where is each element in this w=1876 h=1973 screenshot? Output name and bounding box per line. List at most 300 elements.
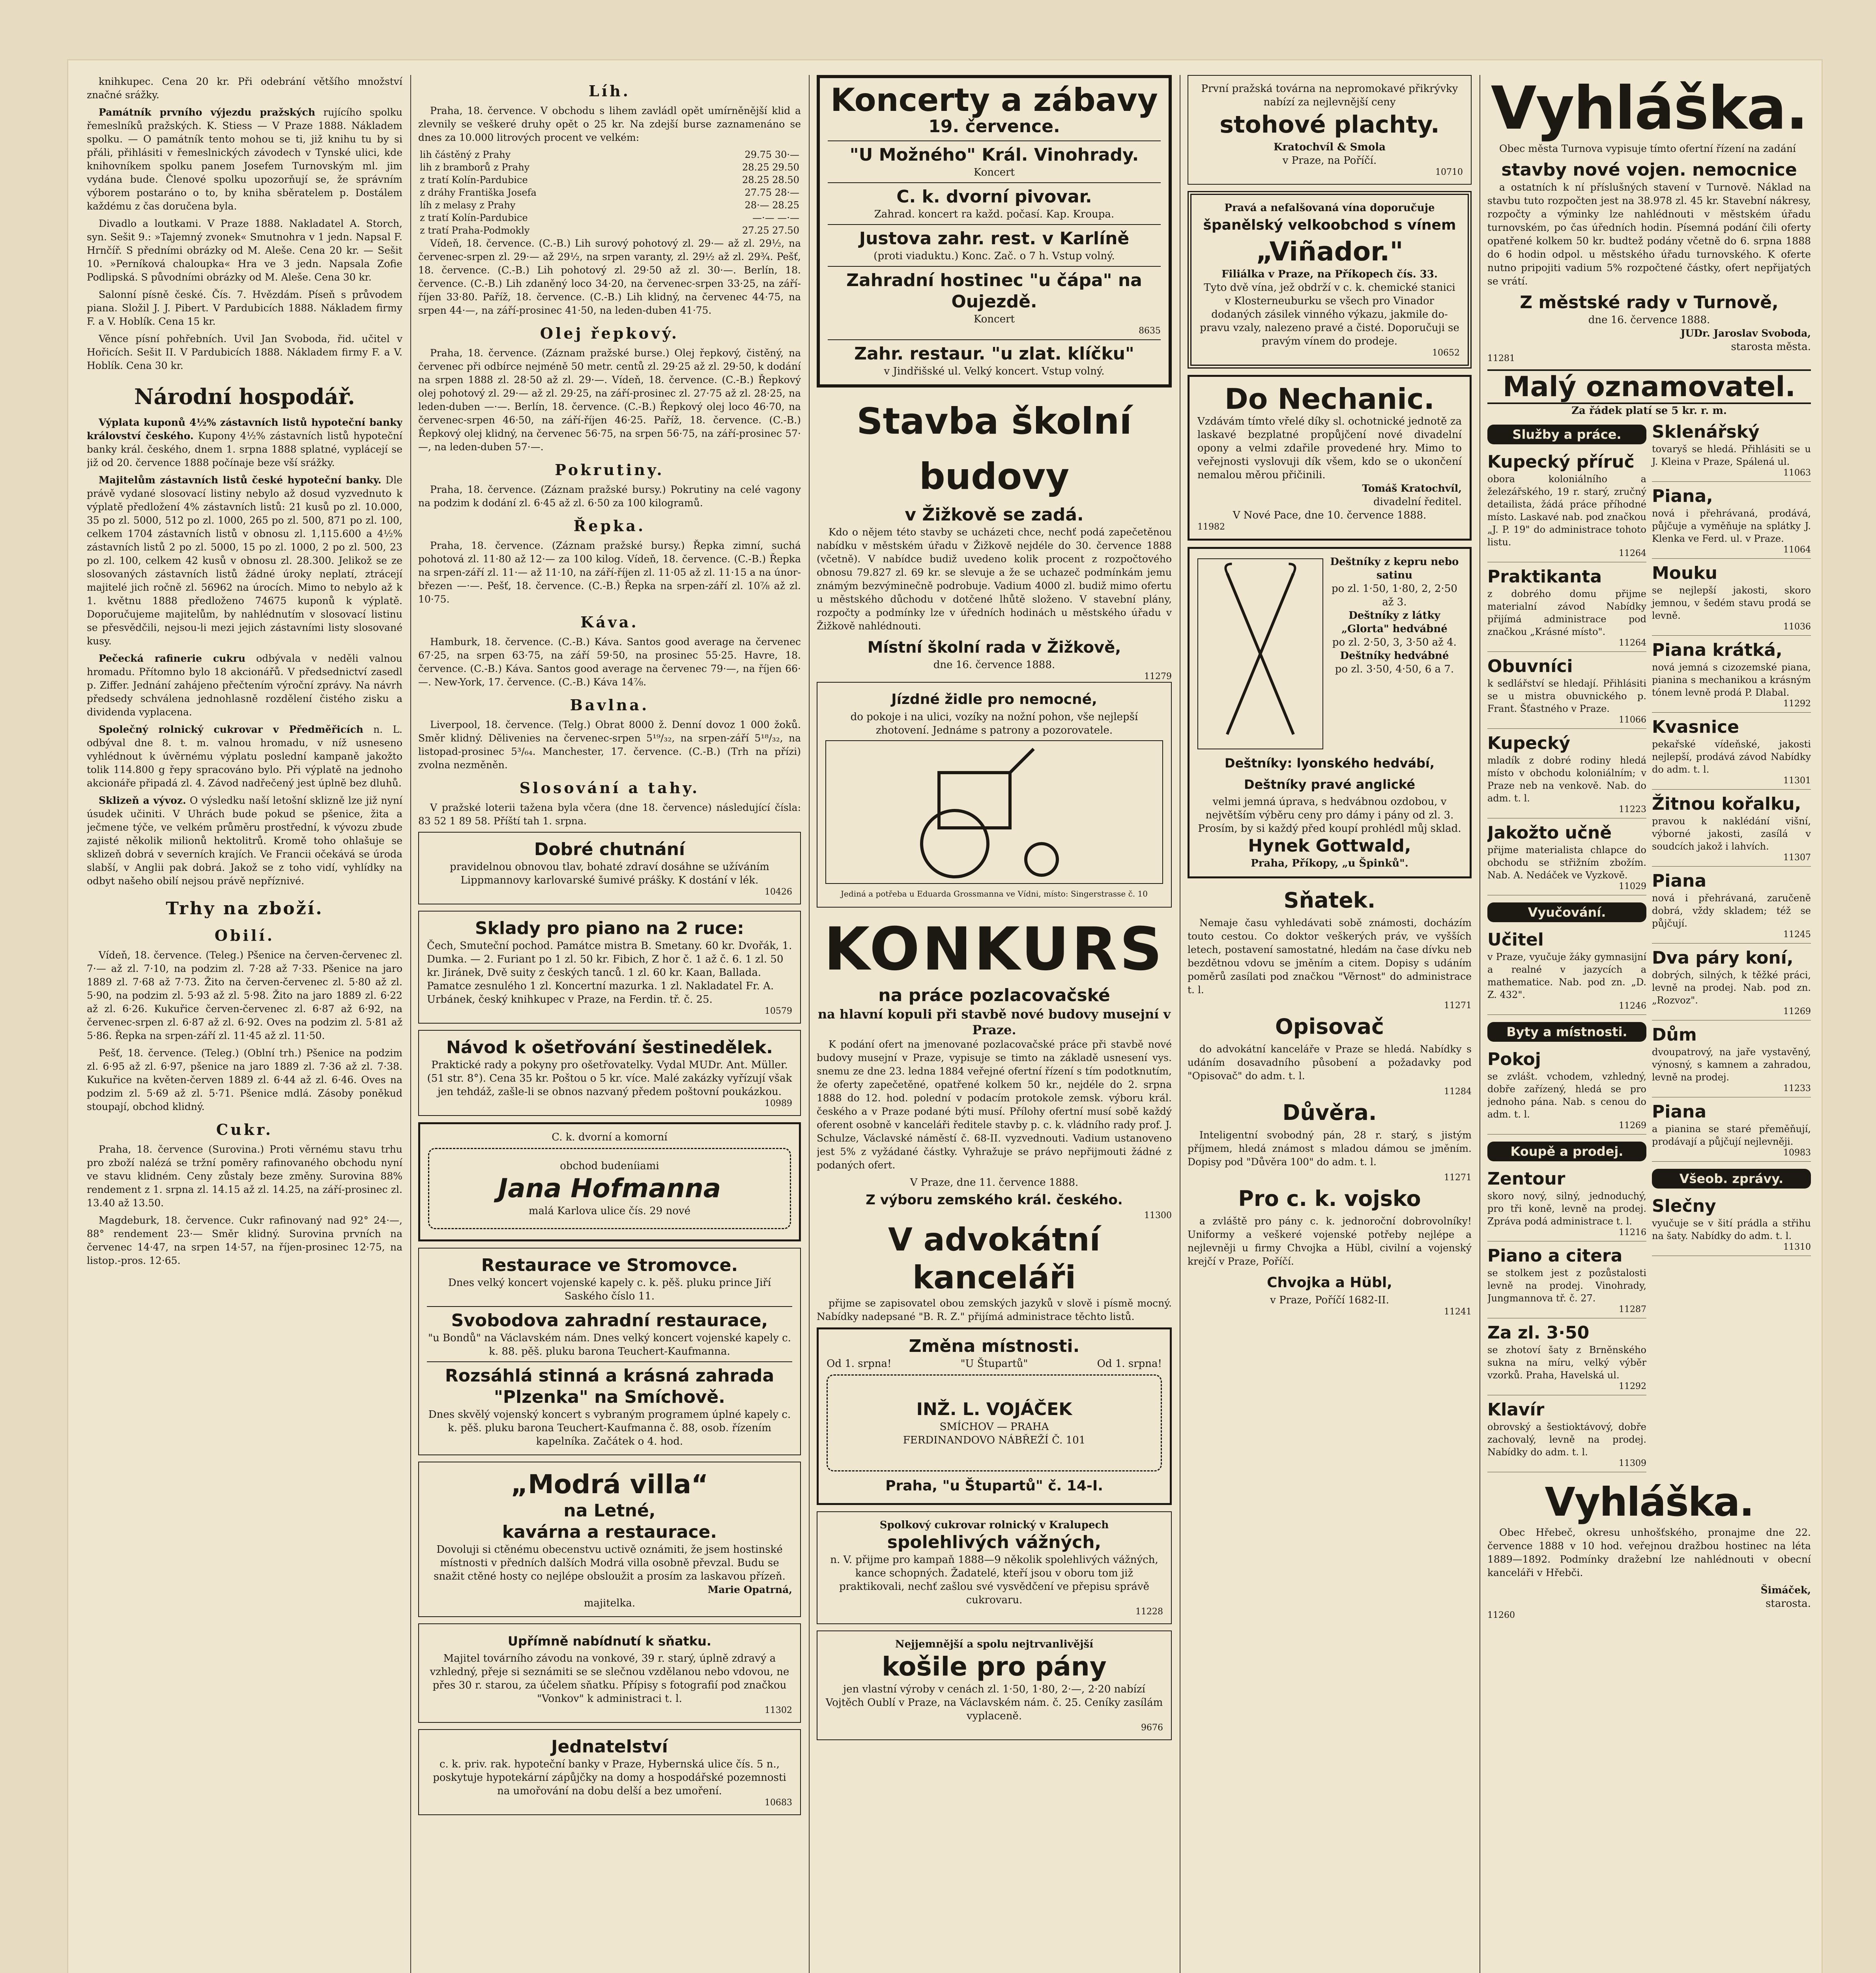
ad-number: 11269: [1783, 1007, 1811, 1016]
section-title: Malý oznamovatel.: [1487, 369, 1811, 404]
article-lead: Majitelům zástavních listů české hypoteční banky.: [99, 474, 382, 486]
classified-body: přijme materialista chlapce do obchodu se střižním zbožím. Nab. A. Nedáček ve Vyzkově.: [1487, 844, 1646, 881]
ad-number: 10983: [1783, 1148, 1811, 1158]
signature: Marie Opatrná,: [707, 1584, 792, 1595]
classified-ad: [1652, 870, 1811, 943]
notice-subtitle: stavby nové vojen. nemocnice: [1501, 160, 1797, 180]
ad-number: 11307: [1783, 853, 1811, 863]
divider: [828, 266, 1161, 267]
ad-number: 11264: [1619, 638, 1646, 648]
section-title: Trhy na zboží.: [166, 899, 324, 919]
ad-subtitle: na hlavní kopuli při stavbě nové budovy musejní v Praze.: [817, 1007, 1171, 1037]
classified-head: Zentour: [1487, 1169, 1566, 1189]
ad-title: Do Nechanic.: [1225, 382, 1435, 416]
ad-title: Jana Hofmanna: [498, 1173, 721, 1204]
market-text: Vídeň, 18. července. (Teleg.) Pšenice na červen-červenec zl. 7·— až zl. 7·10, na podzim zl. 7·28 až 7·33. Pšenice na jaro 1889 zl. 7·68 až 7·73. Žito na červen-červenec zl. 5·80 až zl. 5·90, na podzim zl. 5·93 až zl. 5·98. Žito na jaro 1889 zl. 6·22 až zl. 6·26. Kukuřice červen-červenec zl. 6·87 až 6·92, na červenec-srpen zl. 6·87 až zl. 6·92. Oves na podzim zl. 5·81 až 5·86. Řepka na srpen-září zl. 11·45 až zl. 11·50.: [87, 949, 402, 1041]
price-label: z tratí Kolín-Pardubice: [420, 212, 528, 223]
newspaper-page: [67, 59, 1823, 1973]
classified-ad: [1487, 1245, 1646, 1318]
venue-detail: Koncert: [974, 167, 1015, 178]
ad-title: Sňatek.: [1283, 888, 1376, 913]
venue-name: Zahradní hostinec "u čápa" na Oujezdě.: [846, 270, 1142, 312]
ad-title: Restaurace ve Stromovce.: [481, 1255, 738, 1275]
ad-text: Inteligentní svobodný pán, 28 r. starý, s jistým příjmem, hledá známost s mladou dámou se jměním. Dopisy pod "Důvěra 100" do adm. t. l.: [1188, 1129, 1472, 1168]
ad-chutnani: [418, 832, 801, 904]
ad-number: 11284: [1444, 1087, 1472, 1097]
ad-title: Pro c. k. vojsko: [1238, 1186, 1421, 1211]
ad-navod: [418, 1030, 801, 1116]
ad-number: 9676: [1141, 1723, 1163, 1733]
ad-text: pravidelnou obnovou tlav, bohaté zdraví dosáhne se užíváním Lippmannovy karlovarské šumivé prášky. K dostání v lék.: [450, 861, 769, 886]
ad-number: 11228: [1135, 1607, 1163, 1617]
price-value: 28.25 28.50: [742, 174, 799, 185]
ad-title: V advokátní kanceláři: [888, 1221, 1100, 1296]
classified-body: obora koloniálního a železářského, 19 r. starý, zručný detailista, žádá práce příhodné místo. Laskavé nab. pod značkou „J. P. 19" do administrace tohoto listu.: [1487, 474, 1646, 548]
signature: Z výboru zemského král. českého.: [866, 1192, 1123, 1208]
ad-number: 10652: [1432, 348, 1460, 358]
article-lead: Památník prvního výjezdu pražských: [99, 107, 316, 118]
column-3: [817, 75, 1172, 1973]
market-text: Praha, 18. července (Surovina.) Proti věrnému stavu trhu pro zboží nalézá se tržní poměry rafinovaného obchodu nyní ve stavu klidném. Ceny zůstaly beze změny. Surovina 88% rendement z 1. srpna zl. 14.15 až zl. 14.25, na září-prosinec zl. 13.40 až 13.50.: [87, 1144, 402, 1209]
notice-date: dne 16. července 1888.: [1588, 314, 1710, 326]
ad-zmena: [817, 1327, 1172, 1505]
ad-row: [1197, 555, 1462, 753]
classified-ad: [1487, 733, 1646, 818]
column-rule: [1479, 75, 1480, 1973]
venue-name: C. k. dvorní pivovar.: [896, 187, 1092, 207]
umbrella-name: Deštníky z kepru nebo satinu: [1330, 556, 1459, 581]
ad-title: Dobré chutnání: [534, 839, 685, 859]
classified-ad: [1652, 1101, 1811, 1162]
ad-title: košile pro pány: [882, 1651, 1107, 1682]
price-value: 29.75 30·—: [744, 149, 799, 160]
classified-ad: [1652, 794, 1811, 867]
ad-text: "u Bondů" na Václavském nám. Dnes velký koncert vojenské kapely c. k. 88. pěš. pluku barona Teuchert-Kaufmanna.: [428, 1332, 791, 1357]
classified-head: Slečny: [1652, 1196, 1716, 1216]
ad-subtitle: na Letné,: [563, 1501, 656, 1521]
ad-title: Koncerty a zábavy: [830, 82, 1158, 118]
ad-text: Majitel továrního závodu na vonkové, 39 r. starý, úplně zdravý a vzhledný, přeje si seznámiti se se slečnou vzdělanou nebo vdovou, ne přes 30 r. starou, za účelem sňatku. Přípisy s fotografií pod značkou "Vonkov" k administraci t. l.: [430, 1653, 789, 1705]
divider: [828, 182, 1161, 183]
classified-ad: [1652, 421, 1811, 482]
intro-text: knihkupec. Cena 20 kr. Při odebrání většího množství značné srážky.: [87, 76, 402, 101]
ad-number: 11301: [1783, 776, 1811, 786]
address: Filiálka v Praze, na Příkopech čís. 33.: [1221, 268, 1438, 280]
classified-head: Žitnou kořalku,: [1652, 794, 1801, 814]
price-row: [418, 212, 801, 224]
classified-head: Dva páry koní,: [1652, 948, 1794, 968]
ad-text: Tyto dvě vína, jež obdrží v c. k. chemické stanici v Klosterneuburku se všech pro Vinador dodaných zásilek vinného výkazu, jakmile do-pravu vzaly, nalezeno pravé a čisté. Doporučuji se pravým vínem do prodeje.: [1200, 282, 1459, 347]
umbrella-price: po zl. 1·50, 1·80, 2, 2·50 až 3.: [1331, 583, 1457, 608]
ad-number: 11982: [1197, 522, 1225, 532]
ad-koncerty: [817, 75, 1172, 387]
ad-date: V Nové Pace, dne 10. července 1888.: [1233, 509, 1427, 521]
market-text: Hamburk, 18. července. (C.-B.) Káva. Santos good average na červenec 67·25, na srpen 63·75, na září 59·50, na prosinec 55·25. Havre, 18. července. (C.-B.) Káva. Santos good average na červenec 79·—, na říjen 66·—. New-York, 17. července. (C.-B.) Káva 14⅞.: [418, 636, 801, 688]
classified-head: Kupecký: [1487, 733, 1571, 753]
ad-text: Dnes skvělý vojenský koncert s vybraným programem úplné kapely c. k. pěš. pluku barona Teuchert-Kaufmanna č. 88, osob. řízením kapelníka. Začátek o 4. hod.: [428, 1409, 791, 1447]
ad-text: Dnes velký koncert vojenské kapely c. k. pěš. pluku prince Jiří Saského číslo 11.: [448, 1277, 771, 1302]
article-lead: Výplata kuponů 4½% zástavních listů hypoteční banky království českého.: [87, 417, 402, 442]
ad-number: 11223: [1619, 805, 1646, 814]
divider: [828, 224, 1161, 225]
ad-text: velmi jemná úprava, s hedvábnou ozdobou, v největším výběru ceny pro dámy i pány od zl. 3. Prosím, by si každý před koupí prohlédl můj sklad.: [1198, 796, 1461, 835]
article-body: odbývala v neděli valnou hromadu. Přítomno bylo 18 akcionářů. V předsednictví zasedl p. Ziffer. Jednání zahájeno přečtením výroční zprávy. Na návrh předsedy schválena jednohlasně rozdělení čistého zisku a dividenda vyplacena.: [87, 653, 402, 718]
ad-title: Jízdné židle pro nemocné,: [891, 691, 1097, 708]
ad-title: Návod k ošetřování šestinedělek.: [446, 1037, 773, 1058]
ad-text: do advokátní kanceláře v Praze se hledá. Nabídky s udáním dosavadního působení a požadavky pod "Opisovač" do adm. t. l.: [1188, 1043, 1472, 1082]
classified-body: tovaryš se hledá. Přihlásiti se u J. Kleina v Praze, Spálená ul.: [1652, 444, 1811, 467]
classified-body: mladík z dobré rodiny hledá místo v obchodu koloniálním; v Praze neb na venkově. Nab. do adm. t. l.: [1487, 755, 1646, 804]
classified-ad: [1487, 822, 1646, 895]
venue-name: "U Možného" Král. Vinohrady.: [849, 145, 1139, 165]
ad-stohove: [1188, 75, 1472, 185]
umbrella-price: po zl. 3·50, 4·50, 6 a 7.: [1335, 663, 1454, 675]
classified-head: Obuvníci: [1487, 656, 1573, 676]
ad-text: a zvláště pro pány c. k. jednoroční dobrovolníky! Uniformy a veškeré vojenské potřeby nejlépe a nejlevněji u firmy Chvojka a Hübl, civilní a vojenský krejčí v Praze, Poříčí.: [1188, 1215, 1472, 1267]
ad-upimne: [418, 1623, 801, 1723]
classified-head: Klavír: [1487, 1400, 1545, 1420]
ad-title: Svobodova zahradní restaurace,: [451, 1310, 768, 1331]
seal-ornament: [827, 1374, 1162, 1471]
wheelchair-illustration: [825, 740, 1163, 884]
classified-body: pekařské vídeňské, jakosti nejlepší, prodává závod Nabídky do adm. t. l.: [1652, 739, 1811, 775]
classified-head: Za zl. 3·50: [1487, 1323, 1590, 1343]
classified-category: Koupě a prodej.: [1487, 1142, 1646, 1161]
article-body: Kupony 4½% zástavních listů hypoteční banky král. českého, dnem 1. srpna 1888 splatné, vyplácejí se již od 20. července 1888 počínaje beze vší srážky.: [87, 430, 402, 468]
classified-body: dvoupatrový, na jaře vystavěný, výnosný, s kamnem a zahradou, levně na prodej.: [1652, 1046, 1811, 1083]
price-label: z dráhy Františka Josefa: [420, 187, 537, 198]
classified-head: Sklenářský: [1652, 422, 1760, 442]
ad-date: dne 16. července 1888.: [933, 659, 1055, 671]
ad-title: Sklady pro piano na 2 ruce:: [475, 918, 744, 938]
ad-text: Vzdávám tímto vřelé díky sl. ochotnické jednotě za laskavé bezplatné propůjčení nové divadelní opony a velmi zdařile provedené hry. Mimo to veřejnosti vyslovuji dík všem, kdo se o ukončení nemalou měrou přičinili.: [1197, 416, 1462, 481]
ad-title: Jednatelství: [551, 1737, 668, 1757]
subsection-title: Cukr.: [216, 1121, 273, 1138]
notice-text: a ostatních k ní příslušných stavení v Turnově. Náklad na stavbu tuto rozpočten jest na 38.978 zl. 45 kr. Stavební nákresy, rozpočty a výminky lze nahlédnouti v městském úřadu turnovském, po čas úředních hodin. Písemná podání čili oferty opatřené kolkem 50 kr. budtež podány včetně do 6. srpna 1888 do 6 hodin odpol. u městského úřadu turnovského. K oferte nutno pripojiti vadium 5% rozpočtené částky, ofert nepřijatých se vrátí.: [1487, 182, 1811, 287]
article-lead: Pečecká rafinerie cukru: [99, 653, 246, 664]
ad-number: 10426: [765, 887, 792, 897]
address: v Praze, Poříčí 1682-II.: [1270, 1294, 1389, 1306]
subsection-title: Olej řepkový.: [540, 324, 679, 342]
article-text: [87, 474, 402, 648]
ad-text: obchod budeníiami: [560, 1160, 659, 1172]
classified-body: nová i přehrávaná, prodává, půjčuje a vyměňuje na splátky J. Klenka ve Ferd. ul. v Praze.: [1652, 508, 1811, 544]
classified-head: Kupecký příruč: [1487, 452, 1635, 472]
market-text: Pešť, 18. července. (Teleg.) (Oblní trh.) Pšenice na podzim zl. 6·95 až zl. 6·97, pšenice na jaro 1889 zl. 7·36 až zl. 7·38. Kukuřice na květen-červen 1889 zl. 6·44 až zl. 6·46. Oves na podzim zl. 5·69 až zl. 5·71. Pšenice mdlá. Zásoby poněkud stoupají, obchod klidný.: [87, 1047, 402, 1112]
signature-role: starosta.: [1766, 1598, 1811, 1610]
classified-ad: [1487, 451, 1646, 562]
subsection-title: Líh.: [588, 82, 630, 100]
notice-title: Vyhláška.: [1545, 1479, 1754, 1525]
notice-title: Vyhláška.: [1491, 75, 1808, 143]
ad-text: c. k. priv. rak. hypoteční banky v Praze, Hybernská ulice čís. 5 n., poskytuje hypotekární zápůjčky na domy a hospodářské pozemnosti na umořování na dobu delší a bez umoření.: [433, 1758, 786, 1797]
ad-number: 11279: [1144, 672, 1172, 681]
ad-hofmann: [418, 1122, 801, 1241]
ad-title: „Viñador.": [1256, 236, 1403, 267]
price-value: 28·— 28.25: [744, 200, 799, 211]
classified-body: z dobrého domu přijme materialní závod Nabídky přijímá administrace pod značkou „Krásné místo".: [1487, 588, 1646, 637]
ad-text: K podání ofert na jmenované pozlacovačské práce při stavbě nové budovy musejní v Praze, vypisuje se timto na základě usnesení vys. snemu ze dne 23. ledna 1884 veřejné ofertní řízení s tím podotknutím, že oferty zapečetěné, opatřené kolkem 50 kr., nejdéle do 2. srpna 1888 do 12. hod. polední v podacím protokole zemsk. výboru král. českého a v Praze podané býti musí. Přílohy ofertní musí sobě každý oferent osobně v kanceláři ředitele stavby p. c. k. vládního rady prof. J. Schulze, Václavské náměstí č. 68-II. vyzvednouti. Vadium ustanoveno jest 5% z vyžádané částky. Vyhražuje se právo nepřijmouti žádné z podaných ofert.: [817, 1039, 1172, 1171]
ad-text: jen vlastní výroby v cenách zl. 1·50, 1·80, 2·—, 2·20 nabízí Vojtěch Oublí v Praze, na Václavském nám. č. 25. Ceníky zasílám vyplaceně.: [825, 1683, 1163, 1722]
ad-number: 11287: [1619, 1305, 1646, 1314]
ad-text: Kdo o nějem této stavby se ucházeti chce, nechť podá zapečetěnou nabídku v městském úřadu v Žižkově nejdéle do 30. července 1888 (včetně). V nabídce budiž uvedeno kolik procent z rozpočtového obnosu 79.827 zl. 69 kr. se slevuje a že se uchazeč podmínkám jemu známým bezvýminečně podrobuje. Vadium 4000 zl. budiž mimo ofertu u městského důchodu v dotčené lhůtě složeno. V stavební plány, rozpočty a podmínky lze v úředních hodinách u městského úřadu v Žižkově nahlédnouti.: [817, 526, 1172, 632]
article-lead: Společný rolnický cukrovar v Předměřicích: [99, 724, 363, 735]
ad-number: 10579: [765, 1006, 792, 1016]
classified-ad: [1487, 566, 1646, 652]
ad-date: V Praze, dne 11. července 1888.: [910, 1177, 1079, 1189]
ad-jednatelstvi: [418, 1729, 801, 1815]
classified-category: Vyučování.: [1487, 902, 1646, 922]
classified-head: Piana,: [1652, 486, 1713, 506]
classified-ad: [1487, 1322, 1646, 1395]
classified-body: dobrých, silných, k těžké práci, levně na prodej. Nab. pod zn. „Rozvoz".: [1652, 970, 1811, 1006]
umbrella-name: Deštníky z látky „Glorta" hedvábné: [1341, 610, 1448, 635]
ad-title: Rozsáhlá stinná a krásná zahrada "Plzenka" na Smíchově.: [445, 1366, 774, 1407]
price-table: [418, 148, 801, 237]
column-1: [87, 75, 402, 1973]
article-text: [87, 106, 402, 213]
subsection-title: Pokrutiny.: [555, 461, 664, 479]
venue-detail: (proti viaduktu.) Konc. Zač. o 7 h. Vstup volný.: [873, 250, 1115, 262]
price-value: 27.75 28·—: [744, 187, 799, 198]
umbrella-name: Deštníky hedvábné: [1340, 650, 1449, 662]
signature: Šimáček,: [1760, 1584, 1811, 1596]
company-city: SMÍCHOV — PRAHA: [939, 1421, 1049, 1433]
ad-date: 19. července.: [928, 116, 1060, 137]
signature: Kratochvíl & Smola: [1273, 141, 1386, 153]
ad-subtitle: Deštníky pravé anglické: [1244, 777, 1415, 792]
article-text: [87, 723, 402, 790]
address: Praha, Příkopy, „u Špinků".: [1251, 857, 1408, 869]
classifieds-left: [1487, 421, 1646, 1472]
signature: Chvojka a Hübl,: [1267, 1275, 1392, 1291]
umbrella-price: po zl. 2·50, 3, 3·50 až 4.: [1332, 636, 1457, 648]
ad-text: přijme se zapisovatel obou zemských jazyků v slově i písmě mocný. Nabídky nadepsané "B. R. Z." přijímá administrace těchto listů.: [817, 1297, 1172, 1322]
ad-text: "U Štupartů": [960, 1358, 1028, 1370]
article-text: Věnce písní pohřebních. Uvil Jan Svoboda, řid. učitel v Hořicích. Sešit II. V Pardubicích 1888. Nákladem firmy F. a V. Hoblík. Cena 30 kr.: [87, 333, 402, 371]
ad-text: Čech, Smuteční pochod. Památce mistra B. Smetany. 60 kr. Dvořák, 1. Dumka. — 2. Furiant po 1 zl. 50 kr. Fibich, Z hor č. 1 až č. 6. 1 zl. 50 kr. Jiránek, Dvě suity z českých tanců. 1 zl. 60 kr. Kaan, Ballada. Pamatce zesnulého 1 zl. Koncertní mazurka. 1 zl. Nakladatel Fr. A. Urbánek, český knihkupec v Praze, na Ferdin. tř. č. 25.: [427, 940, 792, 1005]
price-label: líh z melasy z Prahy: [420, 200, 516, 211]
classified-body: skoro nový, silný, jednoduchý, pro tři koně, levně na prodej. Zpráva podá administrace t. l.: [1487, 1191, 1646, 1227]
market-text: Praha, 18. července. (Záznam pražské bursy.) Pokrutiny na celé vagony na podzim k dodání zl. 6·45 až zl. 6·50 za 100 kilogramů.: [418, 484, 801, 509]
article-body: Dle právě vydané slosovací listiny nebylo až dosud vyzvednuto k výplatě předložení 4% zástavních listů: 21 kusů po zl. 10.000, 35 po zl. 5000, 512 po zl. 1000, 265 po zl. 500, 871 po zl. 100, celkem 1704 zástavních listů v obnosu zl. 1,115.600 a 4½% zástavních listů 2 po zl. 5000, 15 po zl. 1000, 2 po zl. 500, 23 po zl. 100, celkem 42 kusů v obnosu zl. 28.300. Jelikož se ze slosovaných zástavních listů žádné úroky neplatí, ztrácejí majitelé jich ročně zl. 56962 na úrocích. Mimo to nebylo až k 1. květnu 1888 předloženo 74675 kuponů k výplatě. Doporučujeme majitelům, by nahlédnutím v slosovací listinu se přesvědčili, nejsou-li mezi jejich zástavními listy slosované kusy.: [87, 474, 402, 647]
classified-category: Všeob. zprávy.: [1652, 1169, 1811, 1189]
market-text: Praha, 18. července. V obchodu s lihem zavládl opět umírněnější klid a zlevnily se veškeré druhy opět o 25 kr. Na zdejší burse zaznamenáno se dnes za 10.000 litrových procent ve velkém:: [418, 105, 801, 143]
ad-lead: Nejjemnější a spolu nejtrvanlivější: [895, 1638, 1094, 1650]
classified-head: Kvasnice: [1652, 717, 1739, 737]
ad-title: Upřímně nabídnutí k sňatku.: [507, 1634, 712, 1649]
ad-zidle: [817, 682, 1172, 908]
signature-role: divadelní ředitel.: [1373, 496, 1462, 508]
price-row: [418, 148, 801, 161]
venue-name: Zahr. restaur. "u zlat. klíčku": [854, 344, 1134, 364]
price-row: [418, 199, 801, 212]
umbrella-price-list: [1327, 555, 1462, 753]
classifieds-grid: [1487, 421, 1811, 1472]
price-row: [418, 174, 801, 186]
ad-title: Důvěra.: [1282, 1100, 1377, 1125]
divider: [427, 1361, 792, 1362]
classified-ad: [1652, 717, 1811, 790]
classified-ad: [1652, 947, 1811, 1020]
ad-number: 11310: [1783, 1242, 1811, 1252]
price-label: lih z bramborů z Prahy: [420, 162, 530, 173]
signature: Tomáš Kratochvíl,: [1362, 483, 1462, 494]
divider: [828, 339, 1161, 340]
article-text: [87, 416, 402, 470]
ad-modra-villa: [418, 1462, 801, 1617]
subsection-title: Slosování a tahy.: [519, 779, 700, 797]
ad-number: 11063: [1783, 468, 1811, 478]
company-name: INŽ. L. VOJÁČEK: [916, 1399, 1072, 1419]
article-body: n. L. odbýval dne 8. t. m. valnou hromadu, v níž usneseno vyhlédnout k úvěrnému výplatu poslední kampaně jakožto tolik 114.800 g řepy spracováno bylo. Při výplatě na jednoho akcionáře připadá zl. 4. Závod nadřečený jest úplně bez dluhů.: [87, 724, 402, 789]
column-rule: [809, 75, 810, 1973]
classified-body: se stolkem jest z pozůstalosti levně na prodej. Vinohrady, Jungmannova tř. č. 27.: [1487, 1267, 1646, 1304]
classified-ad: [1487, 1168, 1646, 1241]
classified-category: Služby a práce.: [1487, 425, 1646, 444]
classified-body: k sedlářství se hledají. Přihlásiti se u mistra obuvnického p. Frant. Šťastného v Praze.: [1487, 678, 1646, 714]
article-text: [87, 652, 402, 719]
subsection-title: Káva.: [580, 613, 639, 631]
ad-number: 11281: [1487, 354, 1515, 363]
ad-number: 10683: [765, 1798, 792, 1808]
ad-title: KONKURS: [824, 915, 1165, 984]
classified-head: Praktikanta: [1487, 567, 1602, 587]
classified-body: vyučuje se v šití prádla a střihu na šaty. Nabídky do adm. t. l.: [1652, 1218, 1811, 1241]
ad-destniky: [1188, 547, 1472, 878]
ad-subtitle: na práce pozlacovačské: [878, 985, 1110, 1005]
ad-restaurants: [418, 1248, 801, 1455]
price-label: z tratí Praha-Podmokly: [420, 225, 530, 236]
market-text: Liverpool, 18. července. (Telg.) Obrat 8000 ž. Denní dovoz 1 000 žoků. Směr klidný. Dělivenies na červenec-srpen 5¹⁹/₃₂, na srpen-září 5¹⁸/₃₂, na listopad-prosinec 5³/₆₄. Manchester, 17. července. (C.-B.) (Trh na přízi) zvolna nezměněn.: [418, 719, 801, 771]
column-2: [418, 75, 801, 1973]
ad-text: malá Karlova ulice čís. 29 nové: [528, 1205, 691, 1217]
classified-head: Piana: [1652, 871, 1707, 891]
price-label: lih částěný z Prahy: [420, 149, 511, 160]
ad-number: 11292: [1783, 699, 1811, 709]
article-lead: Sklizeň a vývoz.: [99, 795, 186, 806]
ad-row: [827, 1357, 1162, 1370]
signature-role: starosta města.: [1731, 341, 1811, 353]
classified-ad: [1652, 486, 1811, 559]
subsection-title: Obilí.: [214, 927, 275, 944]
article-text: Salonní písně české. Čís. 7. Hvězdám. Píseň s průvodem piana. Složil J. J. Pibert. V Pardubicích 1888. Nákladem firmy F. a V. Hoblík. Cena 15 kr.: [87, 289, 402, 327]
ad-number: 11245: [1783, 930, 1811, 940]
crest-ornament: [428, 1148, 791, 1229]
subsection-title: Bavlna.: [570, 696, 649, 714]
ad-number: 11271: [1444, 1173, 1472, 1183]
classified-ad: [1652, 1024, 1811, 1097]
ad-text: Od 1. srpna!: [827, 1358, 892, 1370]
ad-text: Pravá a nefalšovaná vína doporučuje: [1224, 202, 1435, 214]
subsection-title: Řepka.: [573, 517, 646, 535]
ad-number: 11064: [1783, 545, 1811, 555]
venue-detail: Zahrad. koncert ra každ. počasí. Kap. Kroupa.: [874, 208, 1115, 220]
classified-body: obrovský a šestioktávový, dobře zachovalý, levně na prodej. Nabídky do adm. t. l.: [1487, 1421, 1646, 1458]
ad-caption: Jediná a potřeba u Eduarda Grossmanna ve Vídni, místo: Singerstrasse č. 10: [841, 889, 1148, 899]
classified-body: a pianina se staré přeměňují, prodávají a půjčují nejlevněji.: [1652, 1123, 1811, 1147]
ad-kosile: [817, 1630, 1172, 1740]
classified-head: Mouku: [1652, 563, 1717, 583]
ad-text: Nemaje času vyhledávati sobě známosti, docházím touto cestou. Co doktor veškerých práv, ve vyšších letech, postavení samostatné, hledám na čase dívku neb bezdětnou vdovu se jměním a citem. Dopisy s udáním poměrů zasílati pod značkou "Věrnost" do administrace t. l.: [1188, 917, 1472, 996]
market-text: Praha, 18. července. (Záznam pražské burse.) Olej řepkový, čistěný, na červenec při odbírce nejméně 50 metr. centů zl. 29·25 až zl. 29·50, k dodání na srpen 1888 zl. 28·50 až zl. 29·—. Vídeň, 18. července. (C.-B.) Řepkový olej pohotový zl. 29·— až zl. 29·25, na září-prosinec zl. 27·75 až zl. 28·25, na leden-duben —·—. Berlín, 18. července. (C.-B.) Řepkový olej loco 46·70, na červenec-srpen 46·50, na září-říjen 46·25. Paříž, 18. července. (C.-B.) Řepkový olej klidný, na červenec 56·75, na srpen 56·75, na září-prosinec 57·—, na leden-duben 57·—.: [418, 347, 801, 453]
classified-ad: [1652, 563, 1811, 636]
section-title: Národní hospodář.: [134, 384, 355, 409]
ad-number: 11300: [1144, 1211, 1172, 1220]
ad-title: stohové plachty.: [1219, 111, 1440, 139]
market-text: Praha, 18. července. (Záznam pražské bursy.) Řepka zimní, suchá pohotová zl. 11·80 až 12·— za 100 kilog. Vídeň, 18. července. (C.-B.) Řepka na srpen-září zl. 11·— až 11·10, na září-říjen zl. 11·05 až zl. 11·15 a na únor-březen —·—. Pešť, 18. července. (C.-B.) Řepka na srpen-září zl. 10⅞ až zl. 10·75.: [418, 540, 801, 605]
divider: [427, 1306, 792, 1307]
ad-text: Dovoluji si ctěnému obecenstvu uctivě oznámiti, že jsem hostinské místnosti v předních dalších Modrá villa osobně převzal. Budu se snažit ctěné hosty co nejlépe obsloužit a prosím za laskavou přízeň.: [434, 1544, 786, 1582]
ad-subtitle: kavárna a restaurace.: [502, 1522, 717, 1542]
ad-nechanic: [1188, 375, 1472, 541]
ad-subtitle: v Žižkově se zadá.: [905, 505, 1084, 525]
column-5: [1487, 75, 1811, 1973]
ad-subtitle: spolehlivých vážných,: [887, 1532, 1102, 1552]
ad-number: 11269: [1619, 1121, 1646, 1131]
ad-number: 11264: [1619, 548, 1646, 558]
ad-text: n. V. přijme pro kampaň 1888—9 několik spolehlivých vážných, kance schopných. Žadatelé, kteří jsou v oboru tom již praktikovali, nechť zašlou své vysvědčení ve přepisu správě cukrovaru.: [830, 1554, 1158, 1606]
ad-text: Od 1. srpna!: [1097, 1358, 1162, 1370]
umbrella-illustration: [1197, 558, 1323, 749]
ad-text: C. k. dvorní a komorní: [552, 1131, 668, 1143]
notice-text: Obec města Turnova vypisuje tímto ofertní řízení na zadání: [1499, 143, 1796, 154]
classified-ad: [1487, 1399, 1646, 1472]
classified-category: Byty a místnosti.: [1487, 1022, 1646, 1042]
address: v Praze, na Poříčí.: [1282, 155, 1377, 167]
price-row: [418, 186, 801, 199]
classified-body: pravou k naklédání višní, výborné jakosti, zasílá v soudcích jakož i lahvích.: [1652, 816, 1811, 852]
classified-body: se zhotoví šaty z Brněnského sukna na míru, velký výběr vzorků. Praha, Havelská ul.: [1487, 1344, 1646, 1381]
ad-number: 11271: [1444, 1001, 1472, 1011]
ad-title: Spolkový cukrovar rolnický v Kralupech: [879, 1519, 1109, 1531]
section-subtitle: Za řádek platí se 5 kr. r. m.: [1571, 405, 1727, 417]
classified-head: Pokoj: [1487, 1049, 1541, 1069]
ad-number: 10710: [1435, 167, 1463, 177]
classified-ad: [1487, 1049, 1646, 1134]
ad-number: 11233: [1783, 1084, 1811, 1093]
article-body: rujícího spolku řemeslníků pražských. K. Stiess — V Praze 1888. Nákladem spolku. — O památník tento mohou se ti, již knihu tu by si přáli, přihlásiti v řemeslnických závodech v Tynské ulici, kde knihovníkem spolku panem Josefem Turnovským ml. jim vydána bude. Členové spolku upozorňují se, že správním výborem postaráno o to, by kniha sběratelem p. Dostálem každému z čas doručena byla.: [87, 107, 402, 212]
price-value: 28.25 29.50: [742, 162, 799, 173]
ad-number: 11246: [1619, 1001, 1646, 1011]
ad-title: Stavba školní budovy: [857, 400, 1132, 498]
article-text: Divadlo a loutkami. V Praze 1888. Nakladatel A. Storch, syn. Sešit 9.: »Tajemný zvonek« Smutnohra v 1 jedn. Napsal F. Hrnčíř. S předními obrázky od M. Aleše. Cena 20 kr. — Sešit 10. »Perníková chaloupka« Hra ve 3 jedn. Napsala Zofie Podlipská. S původními obrázky od M. Aleše. Cena 30 kr.: [87, 218, 402, 283]
ad-subtitle: španělský velkoobchod s vínem: [1203, 217, 1456, 233]
ad-vinador: [1188, 191, 1472, 369]
notice-text: Obec Hřebeč, okresu unhošťského, pronajme dne 22. července 1888 v 10 hod. veřejnou dražbou hostinec na léta 1889—1892. Podmínky dražební lze nahlédnouti v obecní kanceláři v Hřebči.: [1487, 1527, 1811, 1578]
divider: [828, 140, 1161, 141]
notice-signature-title: Z městské rady v Turnově,: [1520, 292, 1779, 313]
classified-ad: [1487, 656, 1646, 729]
column-4: [1188, 75, 1472, 1973]
article-text: [87, 794, 402, 888]
classified-head: Piana krátká,: [1652, 640, 1782, 660]
signature: Hynek Gottwald,: [1248, 836, 1411, 856]
market-text: Magdeburk, 18. července. Cukr rafinovaný nad 92° 24·—, 88° rendement 23·— Směr klidný. Surovina prvních na červenec 14·47, na srpen 14·57, na říjen-prosinec 12·75, na listop.-pros. 12·65.: [87, 1215, 402, 1266]
price-value: 27.25 27.50: [742, 225, 799, 236]
classified-head: Piana: [1652, 1102, 1707, 1122]
signature: JUDr. Jaroslav Svoboda,: [1680, 328, 1811, 339]
classified-body: nová jemná s cizozemské piana, pianina s mechanikou a krásným tónem levně prodá P. Dlabal.: [1652, 662, 1811, 698]
classified-ad: [1652, 640, 1811, 713]
ad-text: do pokoje i na ulici, vozíky na nožní pohon, vše nejlepší zhotovení. Jednáme s patrony a pozorovatele.: [850, 711, 1138, 736]
ad-number: 11309: [1619, 1458, 1646, 1468]
classified-body: nová i přehrávaná, zaručeně dobrá, vždy skladem; též se půjčují.: [1652, 893, 1811, 929]
ad-number: 11292: [1619, 1381, 1646, 1391]
market-text: Vídeň, 18. července. (C.-B.) Lih surový pohotový zl. 29·— až zl. 29½, na červenec-srpen zl. 29·— až 29½, na srpen varanty, zl. 29½ až zl. 29¾. Pešť, 18. července. (C.-B.) Lih pohotový zl. 29·50 až zl. 30·—. Berlín, 18. července. (C.-B.) Lih zdaněný loco 34·20, na červenec-srpen 33·25, na září-říjen 33·80. Paříž, 18. července. (C.-B.) Lih klidný, na červenec 44·75, na srpen 44·—, na září-prosinec 41·50, na leden-duben 41·75.: [418, 238, 801, 316]
ad-title: Změna místnosti.: [909, 1336, 1080, 1356]
classified-body: se zvlášt. vchodem, vzhledný, dobře zařízený, hledá se pro jednoho pána. Nab. s cenou do adm. t. l.: [1487, 1071, 1646, 1120]
